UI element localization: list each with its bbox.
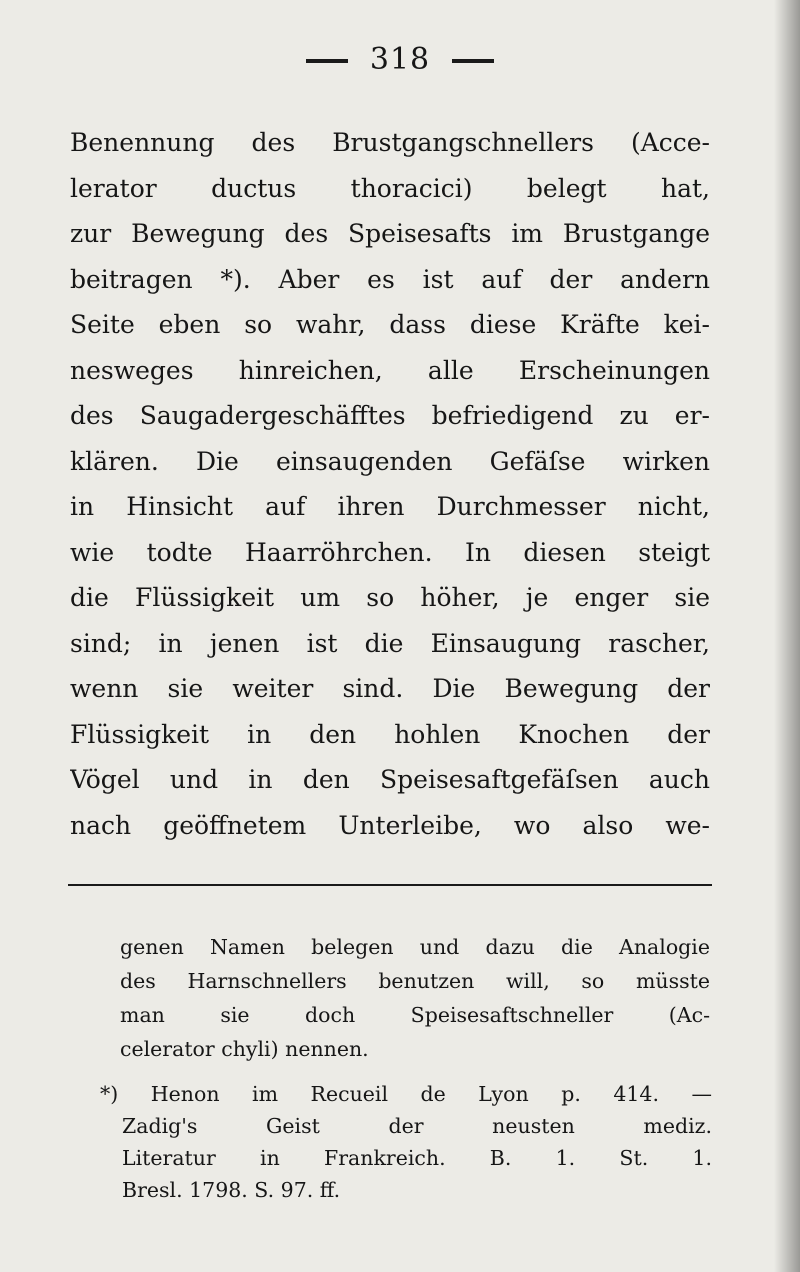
header-dash-left [306, 59, 348, 63]
text-line: klären. Die einsaugenden Gefäſse wirken [70, 446, 710, 476]
footnote-line: Literatur in Frankreich. B. 1. St. 1. [122, 1146, 712, 1170]
footnote-line: Zadig's Geist der neusten mediz. [122, 1114, 712, 1138]
text-line: nesweges hinreichen, alle Erscheinungen [70, 355, 710, 385]
text-line: Flüssigkeit in den hohlen Knochen der [70, 719, 710, 749]
continued-footnote [120, 930, 710, 1066]
footnote-line: man sie doch Speisesaftschneller (Ac- [120, 1003, 710, 1027]
footnote-line: *) Henon im Recueil de Lyon p. 414. — [100, 1082, 712, 1106]
text-line: des Saugadergeschäfftes befriedigend zu er- [70, 401, 710, 430]
header-dash-right [452, 59, 494, 63]
page-header [0, 42, 800, 77]
footnote-divider [68, 884, 712, 886]
text-line: in Hinsicht auf ihren Durchmesser nicht, [70, 492, 710, 521]
footnote-line: genen Namen belegen und dazu die Analogie [120, 935, 710, 959]
text-line: wie todte Haarröhrchen. In diesen steigt [70, 537, 710, 567]
footnote-line: des Harnschnellers benutzen will, so müsste [120, 969, 710, 993]
reference-footnote [100, 1078, 712, 1206]
text-line: lerator ductus thoracici) belegt hat, [70, 173, 710, 203]
main-text-block [70, 120, 710, 848]
page-edge-shadow [774, 0, 800, 1272]
footnote-line: Bresl. 1798. S. 97. ff. [122, 1178, 341, 1202]
text-line: Benennung des Brustgangschnellers (Acce- [70, 128, 710, 157]
text-line: nach geöffnetem Unterleibe, wo also we- [70, 810, 710, 840]
text-line: wenn sie weiter sind. Die Bewegung der [70, 674, 710, 703]
footnote-line: celerator chyli) nennen. [120, 1037, 369, 1061]
text-line: sind; in jenen ist die Einsaugung rascher, [70, 628, 710, 658]
text-line: Vögel und in den Speisesaftgefäſsen auch [70, 765, 710, 794]
page-number: 318 [369, 42, 431, 77]
text-line: beitragen *). Aber es ist auf der andern [70, 264, 710, 294]
text-line: zur Bewegung des Speisesafts im Brustgange [70, 219, 710, 248]
text-line: Seite eben so wahr, dass diese Kräfte kei- [70, 310, 710, 339]
text-line: die Flüssigkeit um so höher, je enger sie [70, 583, 710, 612]
